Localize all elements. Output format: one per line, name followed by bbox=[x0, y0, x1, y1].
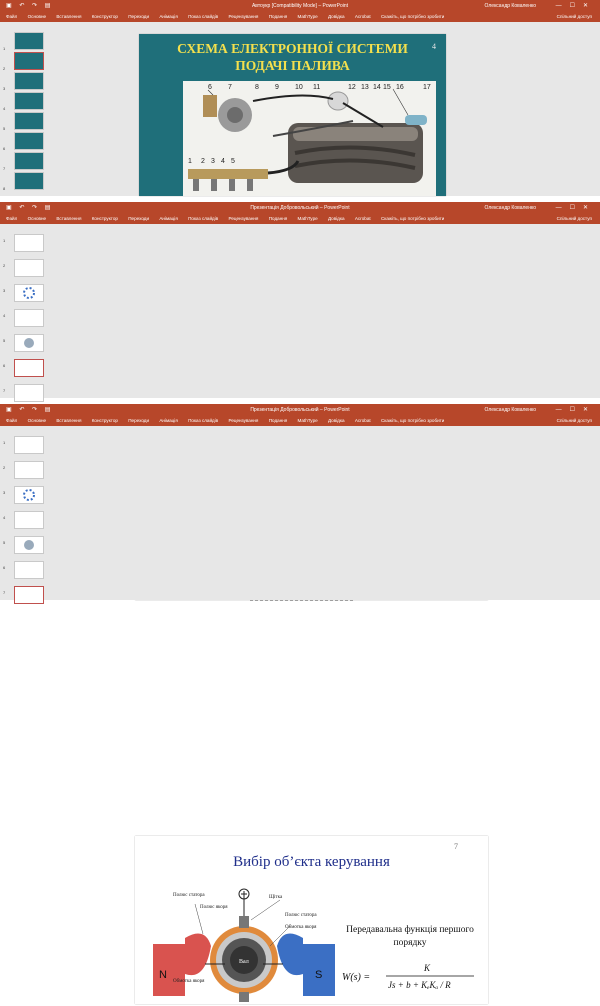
tab-insert[interactable]: Вставлення bbox=[56, 418, 82, 423]
window-controls[interactable]: —☐✕ bbox=[555, 3, 596, 9]
tab-transitions[interactable]: Переходи bbox=[128, 216, 150, 221]
slide-number: 4 bbox=[432, 42, 436, 51]
tab-acrobat[interactable]: Acrobat bbox=[354, 216, 371, 221]
tf-numerator: K bbox=[424, 963, 431, 973]
tab-transitions[interactable]: Переходи bbox=[128, 14, 150, 19]
thumb-number: 4 bbox=[3, 106, 6, 111]
thumb-number: 5 bbox=[3, 540, 6, 545]
tab-insert[interactable]: Вставлення bbox=[56, 14, 82, 19]
tab-design[interactable]: Конструктор bbox=[91, 216, 118, 221]
thumb-number: 7 bbox=[3, 590, 6, 595]
tab-slideshow[interactable]: Показ слайдів bbox=[188, 14, 219, 19]
callout-number: 14 bbox=[373, 84, 381, 91]
tab-animations[interactable]: Анімація bbox=[159, 14, 178, 19]
share-button[interactable]: Спільний доступ bbox=[556, 418, 592, 423]
window-title: Презентація Добровольський – PowerPoint bbox=[250, 205, 350, 211]
ribbon-tabs bbox=[0, 416, 600, 426]
title-bar bbox=[0, 0, 600, 12]
tab-slideshow[interactable]: Показ слайдів bbox=[188, 418, 219, 423]
slide-thumbnail-selected[interactable] bbox=[14, 586, 44, 604]
tab-slideshow[interactable]: Показ слайдів bbox=[188, 216, 219, 221]
tab-home[interactable]: Основне bbox=[27, 14, 47, 19]
tab-design[interactable]: Конструктор bbox=[91, 418, 118, 423]
window-title: Презентація Добровольський – PowerPoint bbox=[250, 407, 350, 413]
slide-thumbnail[interactable] bbox=[14, 536, 44, 554]
quick-access-icons[interactable]: ▣ ↶ ↷ ▤ bbox=[6, 407, 54, 413]
slide-thumbnail[interactable] bbox=[14, 234, 44, 252]
label-stator-pole-left: Полюс статора bbox=[173, 893, 205, 898]
slide-title: Вибір об’єкта керування bbox=[233, 854, 390, 870]
slide-thumbnail[interactable] bbox=[14, 32, 44, 50]
callout-number: 17 bbox=[423, 84, 431, 91]
slide-thumbnail[interactable] bbox=[14, 172, 44, 190]
transfer-function-heading: Передавальна функція першого порядку bbox=[346, 925, 474, 948]
fuel-system-illustration bbox=[183, 81, 436, 196]
slide-title: СХЕМА ЕЛЕКТРОННОЇ СИСТЕМИ ПОДАЧІ ПАЛИВА bbox=[177, 41, 408, 73]
slide-canvas[interactable] bbox=[139, 34, 446, 196]
slide-thumbnail[interactable] bbox=[14, 112, 44, 130]
thumb-number: 1 bbox=[3, 46, 6, 51]
thumb-number: 4 bbox=[3, 515, 6, 520]
tab-help[interactable]: Довідка bbox=[328, 418, 345, 423]
tab-help[interactable]: Довідка bbox=[328, 14, 345, 19]
label-armature-pole: Полюс якоря bbox=[200, 905, 228, 910]
share-button[interactable]: Спільний доступ bbox=[556, 216, 592, 221]
slide-thumbnail[interactable] bbox=[14, 334, 44, 352]
callout-number: 2 bbox=[201, 158, 205, 165]
callout-number: 9 bbox=[275, 84, 279, 91]
tell-me-box[interactable]: Скажіть, що потрібно зробити bbox=[380, 14, 445, 19]
callout-number: 16 bbox=[396, 84, 404, 91]
thumb-number: 5 bbox=[3, 126, 6, 131]
thumb-number: 8 bbox=[3, 186, 6, 191]
label-brush: Щітка bbox=[269, 895, 283, 900]
tell-me-box[interactable]: Скажіть, що потрібно зробити bbox=[380, 418, 445, 423]
slide-thumbnail[interactable] bbox=[14, 284, 44, 302]
tab-home[interactable]: Основне bbox=[27, 216, 47, 221]
callout-number: 12 bbox=[348, 84, 356, 91]
thumb-number: 7 bbox=[3, 388, 6, 393]
slide-thumbnail[interactable] bbox=[14, 436, 44, 454]
tab-file[interactable]: Файл bbox=[6, 216, 18, 221]
window-controls[interactable]: —☐✕ bbox=[555, 205, 596, 211]
quick-access-icons[interactable]: ▣ ↶ ↷ ▤ bbox=[6, 3, 54, 9]
callout-number: 7 bbox=[228, 84, 232, 91]
thumb-number: 6 bbox=[3, 146, 6, 151]
slide-thumbnail[interactable] bbox=[14, 384, 44, 402]
slide-canvas[interactable] bbox=[135, 836, 488, 1004]
callout-number: 8 bbox=[255, 84, 259, 91]
transfer-function-formula bbox=[340, 958, 480, 998]
slide-thumbnail[interactable] bbox=[14, 461, 44, 479]
label-shaft: Вал bbox=[239, 959, 249, 965]
tell-me-box[interactable]: Скажіть, що потрібно зробити bbox=[380, 216, 445, 221]
thumb-graphic bbox=[15, 285, 43, 301]
tab-view[interactable]: Подання bbox=[268, 418, 288, 423]
label-stator-pole-right: Полюс статора bbox=[285, 913, 317, 918]
thumb-number: 1 bbox=[3, 238, 6, 243]
title-bar bbox=[0, 202, 600, 214]
powerpoint-window-3 bbox=[0, 404, 600, 990]
callout-number: 11 bbox=[313, 84, 321, 91]
tab-file[interactable]: Файл bbox=[6, 14, 18, 19]
ribbon-tabs bbox=[0, 214, 600, 224]
thumb-graphic bbox=[15, 537, 43, 553]
dc-motor-diagram bbox=[145, 886, 345, 1006]
thumb-number: 2 bbox=[3, 66, 6, 71]
slide-number: 7 bbox=[454, 842, 458, 851]
title-bar bbox=[0, 404, 600, 416]
tab-acrobat[interactable]: Acrobat bbox=[354, 418, 371, 423]
slide-thumbnail[interactable] bbox=[14, 309, 44, 327]
callout-number: 13 bbox=[361, 84, 369, 91]
slide-thumbnail-selected[interactable] bbox=[14, 359, 44, 377]
fuel-system-photo bbox=[183, 81, 436, 196]
tab-insert[interactable]: Вставлення bbox=[56, 216, 82, 221]
tab-file[interactable]: Файл bbox=[6, 418, 18, 423]
slide-thumbnail-pane bbox=[0, 426, 50, 600]
tab-mathtype[interactable]: MathType bbox=[297, 418, 318, 423]
callout-number: 6 bbox=[208, 84, 212, 91]
tab-view[interactable]: Подання bbox=[268, 14, 288, 19]
powerpoint-window-2 bbox=[0, 202, 600, 398]
thumb-graphic bbox=[15, 487, 43, 503]
tab-home[interactable]: Основне bbox=[27, 418, 47, 423]
thumb-number: 3 bbox=[3, 86, 6, 91]
share-button[interactable]: Спільний доступ bbox=[556, 14, 592, 19]
thumb-number: 6 bbox=[3, 565, 6, 570]
tab-mathtype[interactable]: MathType bbox=[297, 216, 318, 221]
tab-review[interactable]: Рецензування bbox=[228, 216, 259, 221]
slide-thumbnail-pane bbox=[0, 22, 50, 196]
window-controls[interactable]: —☐✕ bbox=[555, 407, 596, 413]
slide-thumbnail[interactable] bbox=[14, 561, 44, 579]
slide-thumbnail-pane bbox=[0, 224, 50, 398]
user-name[interactable]: Олександр Коваленко bbox=[484, 3, 536, 9]
callout-number: 10 bbox=[295, 84, 303, 91]
thumb-number: 5 bbox=[3, 338, 6, 343]
thumb-number: 3 bbox=[3, 288, 6, 293]
tab-review[interactable]: Рецензування bbox=[228, 14, 259, 19]
callout-number: 3 bbox=[211, 158, 215, 165]
tab-design[interactable]: Конструктор bbox=[91, 14, 118, 19]
tab-mathtype[interactable]: MathType bbox=[297, 14, 318, 19]
thumb-number: 3 bbox=[3, 490, 6, 495]
slide-thumbnail-selected[interactable] bbox=[14, 52, 44, 70]
thumb-number: 2 bbox=[3, 465, 6, 470]
label-armature-winding: Обмотка якоря bbox=[173, 979, 205, 984]
user-name[interactable]: Олександр Коваленко bbox=[484, 205, 536, 211]
slide-thumbnail[interactable] bbox=[14, 132, 44, 150]
slide-thumbnail[interactable] bbox=[14, 72, 44, 90]
thumb-number: 4 bbox=[3, 313, 6, 318]
tab-acrobat[interactable]: Acrobat bbox=[354, 14, 371, 19]
window-title: Автоукр [Compatibility Mode] – PowerPoint bbox=[251, 3, 349, 9]
callout-number: 15 bbox=[383, 84, 391, 91]
thumb-number: 1 bbox=[3, 440, 6, 445]
callout-number: 1 bbox=[188, 158, 192, 165]
slide-thumbnail[interactable] bbox=[14, 92, 44, 110]
quick-access-icons[interactable]: ▣ ↶ ↷ ▤ bbox=[6, 205, 54, 211]
slide-thumbnail[interactable] bbox=[14, 259, 44, 277]
thumb-number: 6 bbox=[3, 363, 6, 368]
callout-number: 4 bbox=[221, 158, 225, 165]
tab-animations[interactable]: Анімація bbox=[159, 418, 178, 423]
tab-transitions[interactable]: Переходи bbox=[128, 418, 150, 423]
pole-s-label: S bbox=[315, 969, 323, 981]
tab-review[interactable]: Рецензування bbox=[228, 418, 259, 423]
tf-lhs: W(s) = bbox=[342, 972, 371, 983]
powerpoint-window-1 bbox=[0, 0, 600, 196]
slide-thumbnail[interactable] bbox=[14, 486, 44, 504]
thumb-graphic bbox=[15, 335, 43, 351]
slide-thumbnail[interactable] bbox=[14, 152, 44, 170]
user-name[interactable]: Олександр Коваленко bbox=[484, 407, 536, 413]
callout-number: 5 bbox=[231, 158, 235, 165]
slide-thumbnail[interactable] bbox=[14, 511, 44, 529]
pole-n-label: N bbox=[159, 969, 167, 981]
tf-denominator: Js + b + KₑKₐ / R bbox=[388, 980, 451, 990]
tab-animations[interactable]: Анімація bbox=[159, 216, 178, 221]
ribbon-tabs bbox=[0, 12, 600, 22]
tab-help[interactable]: Довідка bbox=[328, 216, 345, 221]
thumb-number: 7 bbox=[3, 166, 6, 171]
tab-view[interactable]: Подання bbox=[268, 216, 288, 221]
label-armature-winding-right: Обмотка якоря bbox=[285, 925, 317, 930]
thumb-number: 2 bbox=[3, 263, 6, 268]
